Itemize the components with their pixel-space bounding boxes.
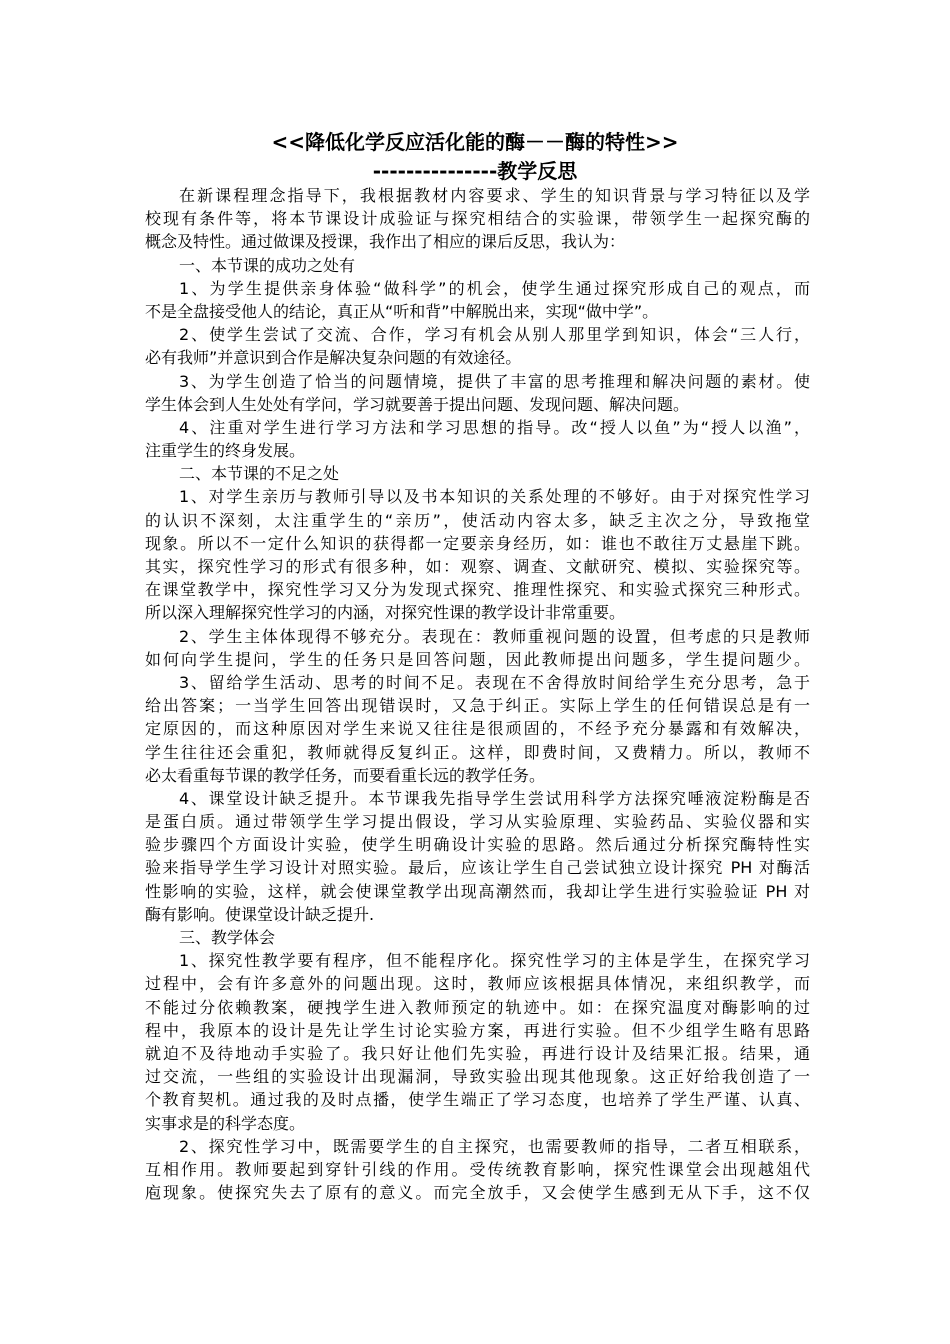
text-line: 一、本节课的成功之处有 [179, 255, 356, 275]
title-line-2: ---------------教学反思 [372, 159, 578, 183]
text-line: 4、注重对学生进行学习方法和学习思想的指导。改“授人以鱼”为“授人以渔”， [179, 417, 810, 437]
text-line: 个教育契机。通过我的及时点播，使学生端正了学习态度，也培养了学生严谨、认真、 [145, 1090, 810, 1110]
text-line: 给出答案；一当学生回答出现错误时，又急于纠正。实际上学生的任何错误总是有一 [145, 696, 810, 716]
text-line: 互相作用。教师要起到穿针引线的作用。受传统教育影响，探究性课堂会出现越俎代 [145, 1159, 810, 1179]
text-line: 校现有条件等，将本节课设计成验证与探究相结合的实验课，带领学生一起探究酶的 [145, 209, 810, 229]
text-line: 概念及特性。通过做课及授课，我作出了相应的课后反思，我认为： [145, 232, 626, 252]
text-line: 所以深入理解探究性学习的内涵，对探究性课的教学设计非常重要。 [145, 603, 626, 623]
text-line: 必有我师”并意识到合作是解决复杂问题的有效途径。 [145, 348, 522, 368]
text-line: 现象。所以不一定什么知识的获得都一定要亲身经历，如：谁也不敢往万丈悬崖下跳。 [145, 533, 810, 553]
text-line: 在新课程理念指导下，我根据教材内容要求、学生的知识背景与学习特征以及学 [179, 186, 810, 205]
text-line: 实事求是的科学态度。 [145, 1113, 306, 1133]
text-line: 庖现象。使探究失去了原有的意义。而完全放手，又会使学生感到无从下手，这不仅 [145, 1183, 810, 1203]
text-line: 二、本节课的不足之处 [179, 464, 340, 484]
text-line: 2、使学生尝试了交流、合作，学习有机会从别人那里学到知识，体会“三人行， [179, 325, 810, 345]
document-title [0, 128, 950, 186]
text-line: 1、探究性教学要有程序，但不能程序化。探究性学习的主体是学生，在探究学习 [179, 951, 810, 971]
text-line: 就迫不及待地动手实验了。我只好让他们先实验，再进行设计及结果汇报。结果，通 [145, 1043, 810, 1063]
text-line: 如何向学生提问，学生的任务只是回答问题，因此教师提出问题多，学生提问题少。 [145, 649, 810, 669]
text-line: 3、为学生创造了恰当的问题情境，提供了丰富的思考推理和解决问题的素材。使 [179, 371, 810, 391]
text-line: 是蛋白质。通过带领学生学习提出假设，学习从实验原理、实验药品、实验仪器和实 [145, 812, 810, 832]
text-line: 其实，探究性学习的形式有很多种，如：观察、调查、文献研究、模拟、实验探究等。 [145, 557, 810, 576]
document-body [145, 184, 810, 1204]
text-line: 学生体会到人生处处有学问，学习就要善于提出问题、发现问题、解决问题。 [145, 394, 690, 414]
text-line: 性影响的实验，这样，就会使课堂教学出现高潮然而，我却让学生进行实验验证 PH 对 [145, 881, 810, 901]
text-line: 注重学生的终身发展。 [145, 441, 306, 461]
text-line: 验来指导学生学习设计对照实验。最后，应该让学生自己尝试独立设计探究 PH 对酶活 [145, 858, 810, 878]
text-line: 不是全盘接受他人的结论，真正从“听和背”中解脱出来，实现“做中学”。 [145, 301, 659, 321]
text-line: 验步骤四个方面设计实验，使学生明确设计实验的思路。然后通过分析探究酶特性实 [145, 835, 810, 855]
text-line: 定原因的，而这种原因对学生来说又往往是很顽固的，不经予充分暴露和有效解决， [145, 719, 810, 739]
text-line: 1、对学生亲历与教师引导以及书本知识的关系处理的不够好。由于对探究性学习 [179, 487, 810, 507]
text-line: 4、课堂设计缺乏提升。本节课我先指导学生尝试用科学方法探究唾液淀粉酶是否 [179, 788, 810, 808]
text-line: 酶有影响。使课堂设计缺乏提升. [145, 904, 375, 924]
text-line: 的认识不深刻，太注重学生的“亲历”，使活动内容太多，缺乏主次之分，导致拖堂 [145, 510, 810, 530]
text-line: 过程中，会有许多意外的问题出现。这时，教师应该根据具体情况，来组织教学，而 [145, 974, 810, 994]
text-line: 必太看重每节课的教学任务，而要看重长远的教学任务。 [145, 765, 546, 785]
text-line: 2、学生主体体现得不够充分。表现在：教师重视问题的设置，但考虑的只是教师 [179, 626, 810, 646]
text-line: 三、教学体会 [179, 928, 276, 947]
text-line: 3、留给学生活动、思考的时间不足。表现在不舍得放时间给学生充分思考，急于 [179, 672, 810, 692]
text-line: 程中，我原本的设计是先让学生讨论实验方案，再进行实验。但不少组学生略有思路 [145, 1020, 810, 1040]
text-line: 2、探究性学习中，既需要学生的自主探究，也需要教师的指导，二者互相联系， [179, 1136, 810, 1156]
text-line: 过交流，一些组的实验设计出现漏洞，导致实验出现其他现象。这正好给我创造了一 [145, 1067, 810, 1087]
text-line: 学生往往还会重犯，教师就得反复纠正。这样，即费时间，又费精力。所以，教师不 [145, 742, 810, 762]
text-line: 在课堂教学中，探究性学习又分为发现式探究、推理性探究、和实验式探究三种形式。 [145, 580, 810, 600]
text-line: 不能过分依赖教案，硬拽学生进入教师预定的轨迹中。如：在探究温度对酶影响的过 [145, 997, 810, 1017]
title-line-1: <<降低化学反应活化能的酶－－酶的特性>> [271, 130, 679, 154]
text-line: 1、为学生提供亲身体验“做科学”的机会，使学生通过探究形成自己的观点，而 [179, 278, 810, 298]
